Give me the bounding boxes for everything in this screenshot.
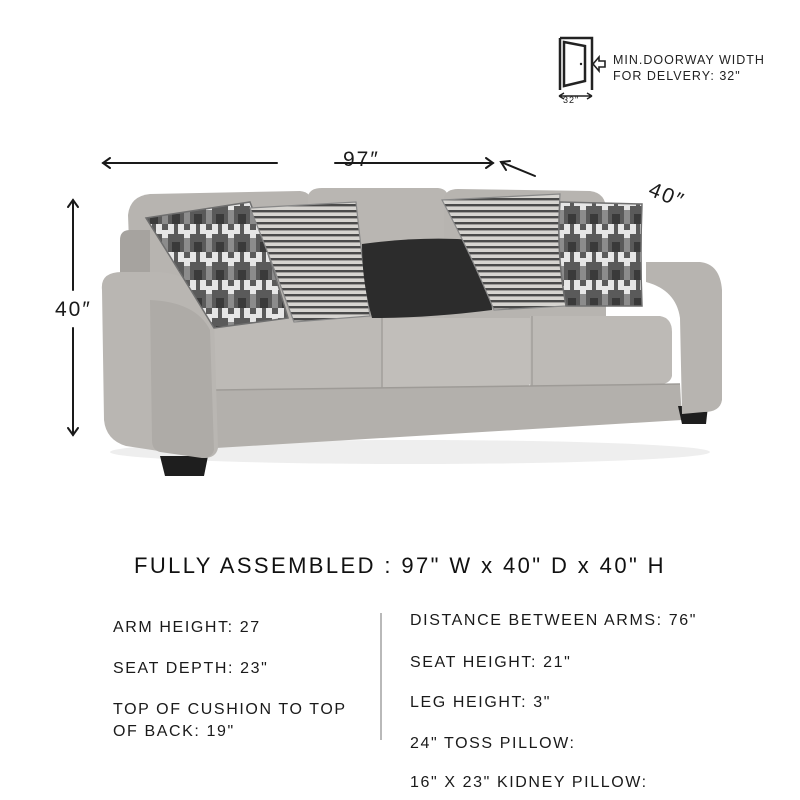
width-dimension-label: 97″ [343, 148, 380, 171]
spec-arm-height: ARM HEIGHT: 27 [113, 619, 261, 636]
doorway-label-line2: FOR DELVERY: 32" [613, 69, 741, 83]
depth-dimension-label: 40″ [645, 178, 689, 214]
doorway-label-line1: MIN.DOORWAY WIDTH [613, 53, 765, 67]
spec-seat-height: SEAT HEIGHT: 21" [410, 654, 572, 671]
spec-leg-height: LEG HEIGHT: 3" [410, 694, 552, 711]
height-dimension-label: 40″ [55, 298, 92, 321]
spec-distance-between-arms: DISTANCE BETWEEN ARMS: 76" [410, 612, 698, 629]
doorway-icon-width: 32" [563, 95, 580, 105]
fully-assembled-dimensions: FULLY ASSEMBLED : 97" W x 40" D x 40" H [134, 553, 666, 578]
spec-seat-depth: SEAT DEPTH: 23" [113, 660, 269, 677]
spec-cushion-to-back: TOP OF CUSHION TO TOP OF BACK: 19" [113, 701, 347, 740]
spec-kidney-pillow: 16" X 23" KIDNEY PILLOW: [410, 774, 648, 791]
spec-toss-pillow: 24" TOSS PILLOW: [410, 735, 576, 752]
spec-divider [380, 613, 382, 740]
